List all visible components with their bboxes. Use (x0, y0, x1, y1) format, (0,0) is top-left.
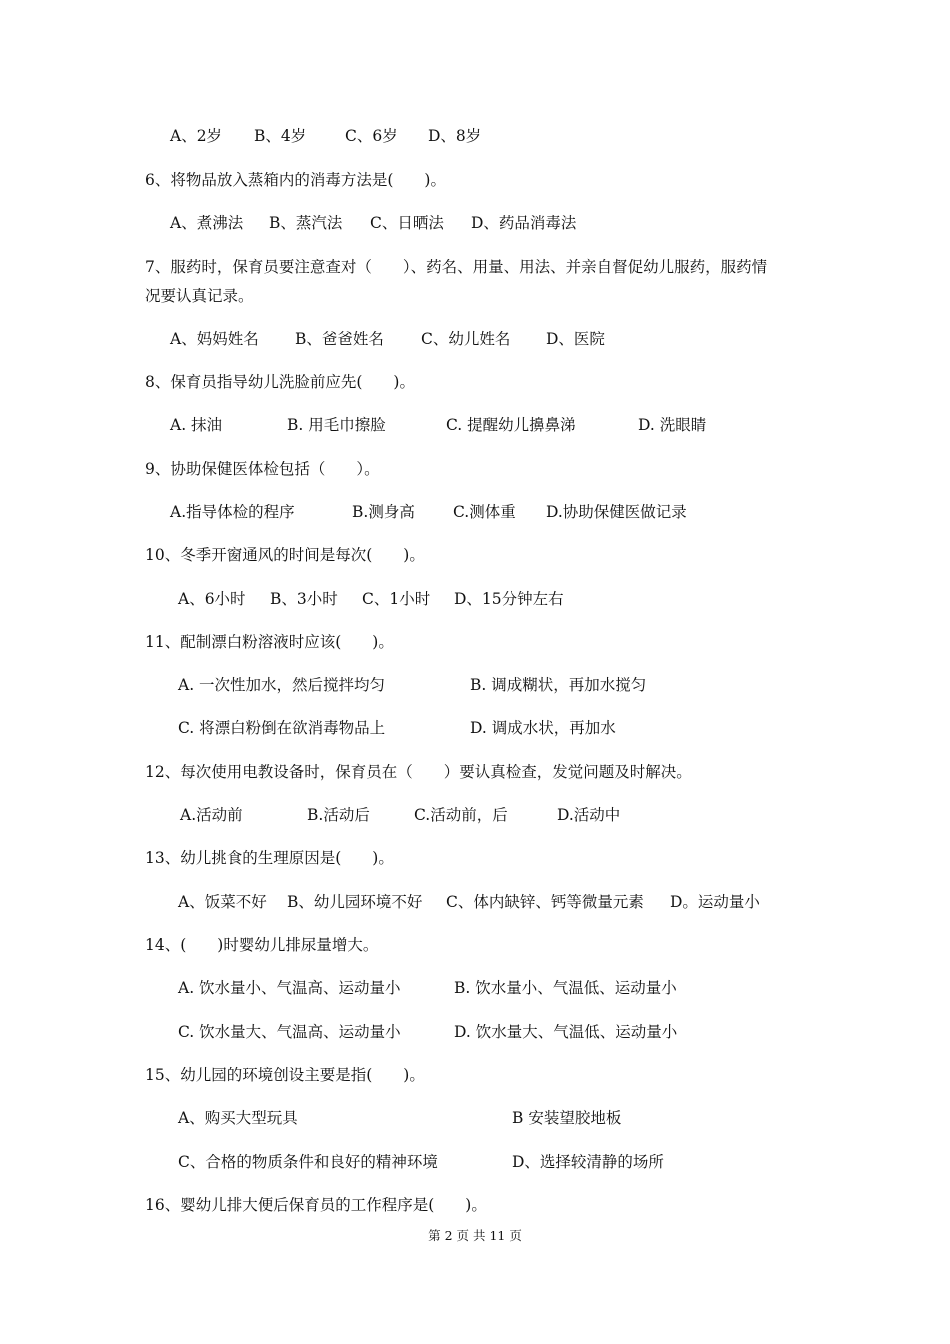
q6-stem: 6、将物品放入蒸箱内的消毒方法是( )。 (145, 171, 446, 189)
q11-option-c: C. 将漂白粉倒在欲消毒物品上 (178, 719, 386, 737)
q15-option-b: B 安装望胶地板 (512, 1109, 622, 1127)
q8-option-a: A. 抹油 (170, 416, 223, 434)
q10-stem: 10、冬季开窗通风的时间是每次( )。 (145, 546, 425, 564)
q8-option-b: B. 用毛巾擦脸 (287, 416, 386, 434)
q14-option-c: C. 饮水量大、气温高、运动量小 (178, 1023, 401, 1041)
q11-option-a: A. 一次性加水，然后搅拌均匀 (178, 676, 386, 694)
q9-stem: 9、协助保健医体检包括（ ）。 (145, 460, 380, 478)
q6-option-b: B、蒸汽法 (269, 214, 343, 232)
q11-option-d: D. 调成水状，再加水 (470, 719, 616, 737)
q9-option-a: A.指导体检的程序 (170, 503, 295, 521)
q10-option-a: A、6小时 (178, 590, 246, 608)
q5-option-a: A、2岁 (170, 127, 223, 145)
q7-option-b: B、爸爸姓名 (295, 330, 384, 348)
q15-option-d: D、选择较清静的场所 (512, 1153, 664, 1171)
q15-stem: 15、幼儿园的环境创设主要是指( )。 (145, 1066, 425, 1084)
q8-stem: 8、保育员指导幼儿洗脸前应先( )。 (145, 373, 415, 391)
q7-option-d: D、医院 (546, 330, 605, 348)
q12-option-d: D.活动中 (557, 806, 621, 824)
q7-option-a: A、妈妈姓名 (170, 330, 259, 348)
q14-option-a: A. 饮水量小、气温高、运动量小 (178, 979, 401, 997)
q8-option-d: D. 洗眼睛 (638, 416, 707, 434)
q11-stem: 11、配制漂白粉溶液时应该( )。 (145, 633, 394, 651)
q6-option-c: C、日晒法 (370, 214, 444, 232)
page-footer: 第 2 页 共 11 页 (428, 1228, 522, 1243)
q14-stem: 14、( )时婴幼儿排尿量增大。 (145, 936, 379, 954)
q6-option-a: A、煮沸法 (170, 214, 244, 232)
q13-option-a: A、饭菜不好 (178, 893, 267, 911)
q9-option-d: D.协助保健医做记录 (546, 503, 687, 521)
q12-option-a: A.活动前 (180, 806, 243, 824)
q13-option-c: C、体内缺锌、钙等微量元素 (446, 893, 644, 911)
q8-option-c: C. 提醒幼儿擤鼻涕 (446, 416, 576, 434)
q5-option-b: B、4岁 (254, 127, 307, 145)
q10-option-d: D、15分钟左右 (454, 590, 564, 608)
q10-option-b: B、3小时 (270, 590, 338, 608)
q12-stem: 12、每次使用电教设备时，保育员在（ ）要认真检查，发觉问题及时解决。 (145, 763, 692, 781)
q16-stem: 16、婴幼儿排大便后保育员的工作程序是( )。 (145, 1196, 487, 1214)
q13-stem: 13、幼儿挑食的生理原因是( )。 (145, 849, 394, 867)
q14-option-d: D. 饮水量大、气温低、运动量小 (454, 1023, 678, 1041)
q12-option-c: C.活动前，后 (414, 806, 508, 824)
q13-option-b: B、幼儿园环境不好 (287, 893, 423, 911)
q5-option-d: D、8岁 (428, 127, 482, 145)
q5-option-c: C、6岁 (345, 127, 398, 145)
q7-stem-line1: 7、服药时，保育员要注意查对（ ）、药名、用量、用法、并亲自督促幼儿服药，服药情 (145, 258, 768, 276)
q7-stem-line2: 况要认真记录。 (145, 287, 254, 305)
q13-option-d: D。运动量小 (670, 893, 760, 911)
q9-option-c: C.测体重 (453, 503, 516, 521)
q15-option-a: A、购买大型玩具 (178, 1109, 298, 1127)
q10-option-c: C、1小时 (362, 590, 431, 608)
q14-option-b: B. 饮水量小、气温低、运动量小 (454, 979, 677, 997)
q6-option-d: D、药品消毒法 (471, 214, 577, 232)
q9-option-b: B.测身高 (352, 503, 415, 521)
q12-option-b: B.活动后 (307, 806, 370, 824)
q11-option-b: B. 调成糊状，再加水搅匀 (470, 676, 647, 694)
q15-option-c: C、合格的物质条件和良好的精神环境 (178, 1153, 438, 1171)
q7-option-c: C、幼儿姓名 (421, 330, 511, 348)
